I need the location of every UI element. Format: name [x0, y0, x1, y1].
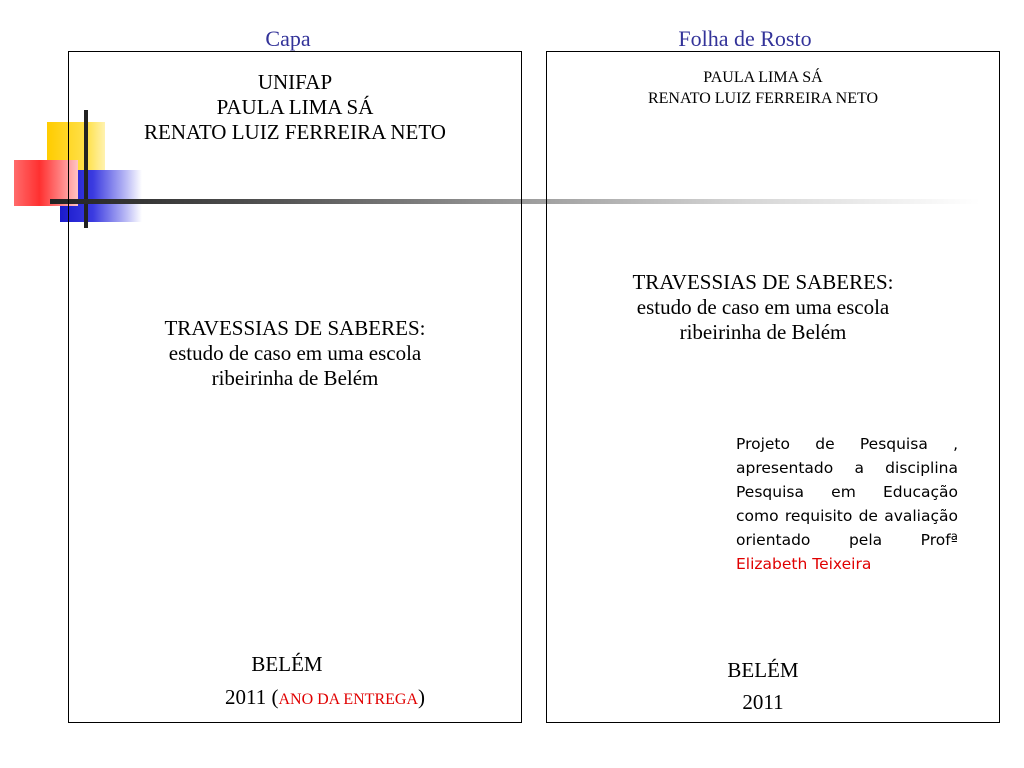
cover-city: BELÉM: [251, 652, 323, 676]
cover-year: 2011 (: [224, 685, 279, 709]
cover-year-line: [99, 685, 551, 710]
title-page-authors: [537, 68, 989, 110]
title-page-title: TRAVESSIAS DE SABERES:: [632, 270, 894, 294]
cover-title-block: [69, 316, 521, 390]
title-page-author-1: PAULA LIMA SÁ: [703, 69, 823, 86]
cover-author-2: RENATO LUIZ FERREIRA NETO: [144, 119, 446, 144]
description-text: Projeto de Pesquisa , apresentado a disciplina Pesquisa em Educação como requisito de avaliação orientado pela Profª: [736, 435, 958, 549]
cover-subtitle-2: ribeirinha de Belém: [211, 365, 379, 390]
cover-author-1: PAULA LIMA SÁ: [216, 94, 374, 119]
cover-subtitle-1: estudo de caso em uma escola: [168, 340, 422, 365]
title-page-panel: [546, 51, 1000, 723]
cover-year-note: ANO DA ENTREGA: [278, 691, 418, 708]
cover-panel: [68, 51, 522, 723]
title-page-subtitle-2: ribeirinha de Belém: [679, 319, 847, 344]
cover-title: TRAVESSIAS DE SABERES:: [164, 316, 426, 340]
cover-institution: UNIFAP: [257, 70, 333, 94]
cover-heading: Capa: [265, 26, 311, 51]
cover-header: [69, 70, 521, 144]
title-page-city: BELÉM: [727, 658, 799, 682]
title-page-author-2: RENATO LUIZ FERREIRA NETO: [647, 89, 879, 107]
title-page-title-block: [537, 270, 989, 344]
title-page-heading: Folha de Rosto: [678, 26, 812, 51]
advisor-name: Elizabeth Teixeira: [736, 555, 872, 573]
title-page-year: 2011: [742, 690, 784, 714]
title-page-subtitle-1: estudo de caso em uma escola: [636, 294, 890, 319]
project-description: [736, 432, 958, 576]
cover-year-close: ): [418, 685, 425, 709]
